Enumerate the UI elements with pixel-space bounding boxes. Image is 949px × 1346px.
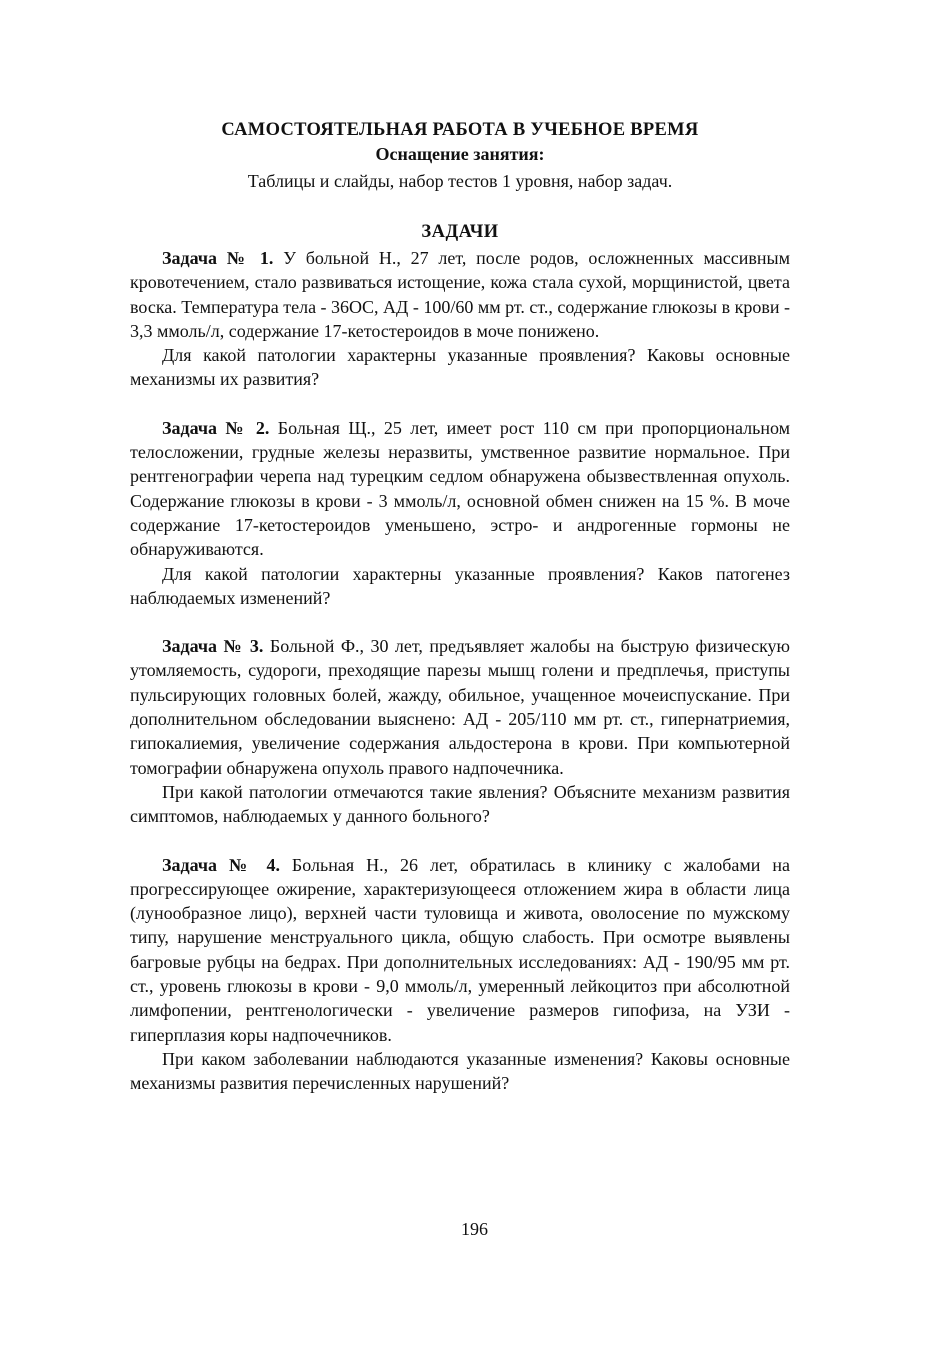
task-1-label: Задача № 1.: [162, 248, 274, 268]
task-1: [130, 246, 790, 392]
task-2-question: Для какой патологии характерны указанные проявления? Каков патогенез наблюдаемых изменений?: [130, 563, 790, 608]
task-2: [130, 416, 790, 610]
spacer: [130, 392, 790, 416]
document-page: [130, 118, 790, 1096]
task-1-question: Для какой патологии характерны указанные проявления? Каковы основные механизмы их развития?: [130, 345, 790, 390]
task-3: [130, 634, 790, 828]
task-3-question: При какой патологии отмечаются такие явления? Объясните механизм развития симптомов, наблюдаемых у данного больного?: [130, 781, 790, 827]
equipment-text: Таблицы и слайды, набор тестов 1 уровня, набор задач.: [247, 171, 673, 191]
task-1-body: [130, 246, 790, 343]
task-3-label: Задача № 3.: [162, 636, 264, 657]
page-subtitle: Оснащение занятия:: [375, 144, 545, 164]
task-1-text: У больной Н., 27 лет, после родов, осложненных массивным кровотечением, стало развиваться истощение, кожа стала сухой, морщинистой, цвета воска. Температура тела - 36OC, АД - 100/60 мм рт. ст., содержание глюкозы в крови - 3,3 ммоль/л, содержание 17-кетостероидов в моче понижено.: [130, 248, 790, 341]
task-2-label: Задача № 2.: [162, 417, 270, 438]
spacer: [130, 829, 790, 853]
page-number: 196: [461, 1219, 488, 1239]
spacer: [130, 610, 790, 634]
task-3-body: [130, 634, 790, 780]
task-2-body: [130, 416, 790, 562]
task-4-body: [130, 853, 790, 1047]
task-4-question: При каком заболевании наблюдаются указанные изменения? Каковы основные механизмы развития перечисленных нарушений?: [130, 1048, 790, 1094]
task-3-text: Больной Ф., 30 лет, предъявляет жалобы на быструю физическую утомляемость, судороги, преходящие парезы мышц голени и предплечья, приступы пульсирующих головных болей, жажду, обильное, учащенное мочеиспускание. При дополнительном обследовании выяснено: АД - 205/110 мм рт. ст., гипернатриемия, гипокалиемия, увеличение содержания альдостерона в крови. При компьютерной томографии обнаружена опухоль правого надпочечника.: [130, 636, 791, 778]
task-4: [130, 853, 790, 1096]
task-4-label: Задача № 4.: [162, 854, 280, 875]
section-title: ЗАДАЧИ: [421, 222, 499, 242]
task-2-text: Больная Щ., 25 лет, имеет рост 110 см при пропорциональном телосложении, грудные железы неразвиты, умственное развитие нормальное. При рентгенографии черепа над турецким седлом обнаружена обызвествленная опухоль. Содержание глюкозы в крови - 3 ммоль/л, основной обмен снижен на 15 %. В моче содержание 17-кетостероидов уменьшено, эстро- и андрогенные гормоны не обнаруживаются.: [130, 417, 790, 560]
page-title: САМОСТОЯТЕЛЬНАЯ РАБОТА В УЧЕБНОЕ ВРЕМЯ: [221, 120, 699, 140]
task-4-text: Больная Н., 26 лет, обратилась в клинику с жалобами на прогрессирующее ожирение, характеризующееся отложением жира в области лица (лунообразное лицо), верхней части туловища и живота, оволосение по мужскому типу, нарушение менструального цикла, общую слабость. При осмотре выявлены багровые рубцы на бедрах. При дополнительных исследованиях: АД - 190/95 мм рт. ст., уровень глюкозы в крови - 9,0 ммоль/л, умеренный лейкоцитоз при абсолютной лимфопении, рентгенологически - увеличение размеров гипофиза, на УЗИ - гиперплазия коры надпочечников.: [130, 854, 790, 1045]
